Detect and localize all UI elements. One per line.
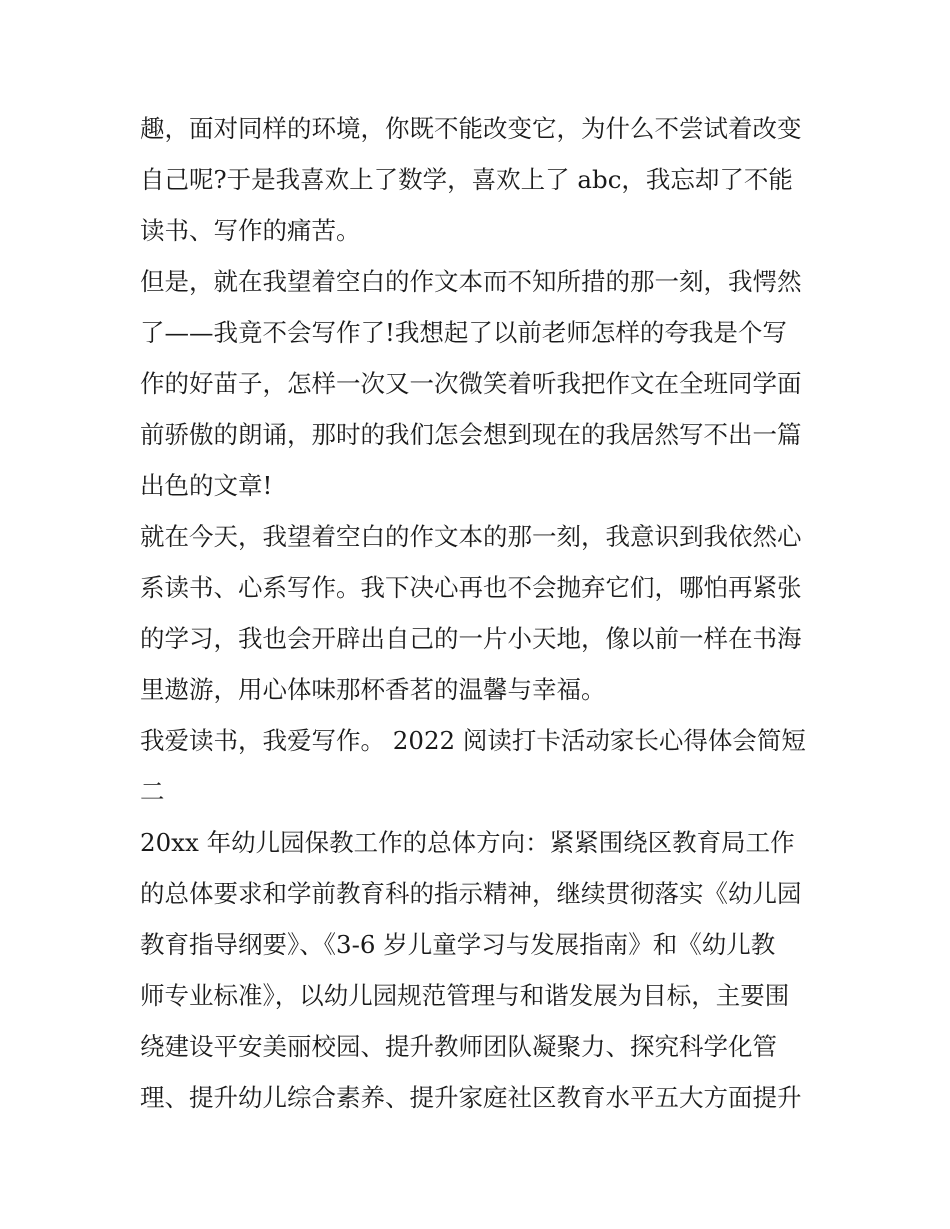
text-line: 了——我竟不会写作了!我想起了以前老师怎样的夸我是个写	[140, 318, 787, 347]
text-line: 自己呢?于是我喜欢上了数学，喜欢上了 abc，我忘却了不能	[140, 165, 793, 194]
text-line: 但是，就在我望着空白的作文本而不知所措的那一刻，我愕然	[140, 267, 802, 296]
text-line: 教育指导纲要》、《3-6 岁儿童学习与发展指南》和《幼儿教	[140, 930, 776, 959]
text-line: 出色的文章!	[140, 471, 273, 500]
text-line: 读书、写作的痛苦。	[140, 216, 361, 245]
text-line: 就在今天，我望着空白的作文本的那一刻，我意识到我依然心	[140, 522, 802, 551]
text-line: 理、提升幼儿综合素养、提升家庭社区教育水平五大方面提升	[140, 1083, 802, 1112]
text-line: 的总体要求和学前教育科的指示精神，继续贯彻落实《幼儿园	[140, 879, 802, 908]
text-line: 趣，面对同样的环境，你既不能改变它，为什么不尝试着改变	[140, 114, 802, 143]
text-line: 的学习，我也会开辟出自己的一片小天地，像以前一样在书海	[140, 624, 802, 653]
text-line: 师专业标准》，以幼儿园规范管理与和谐发展为目标，主要围	[140, 981, 790, 1010]
text-line: 二	[140, 777, 165, 806]
text-line: 系读书、心系写作。我下决心再也不会抛弃它们，哪怕再紧张	[140, 573, 802, 602]
text-line: 20xx 年幼儿园保教工作的总体方向：紧紧围绕区教育局工作	[140, 828, 795, 857]
text-line: 里遨游，用心体味那杯香茗的温馨与幸福。	[140, 675, 606, 704]
text-line: 作的好苗子，怎样一次又一次微笑着听我把作文在全班同学面	[140, 369, 802, 398]
text-line: 我爱读书，我爱写作。 2022 阅读打卡活动家长心得体会简短	[140, 726, 806, 755]
text-line: 绕建设平安美丽校园、提升教师团队凝聚力、探究科学化管	[140, 1032, 777, 1061]
body-text	[140, 103, 820, 1123]
text-line: 前骄傲的朗诵，那时的我们怎会想到现在的我居然写不出一篇	[140, 420, 802, 449]
